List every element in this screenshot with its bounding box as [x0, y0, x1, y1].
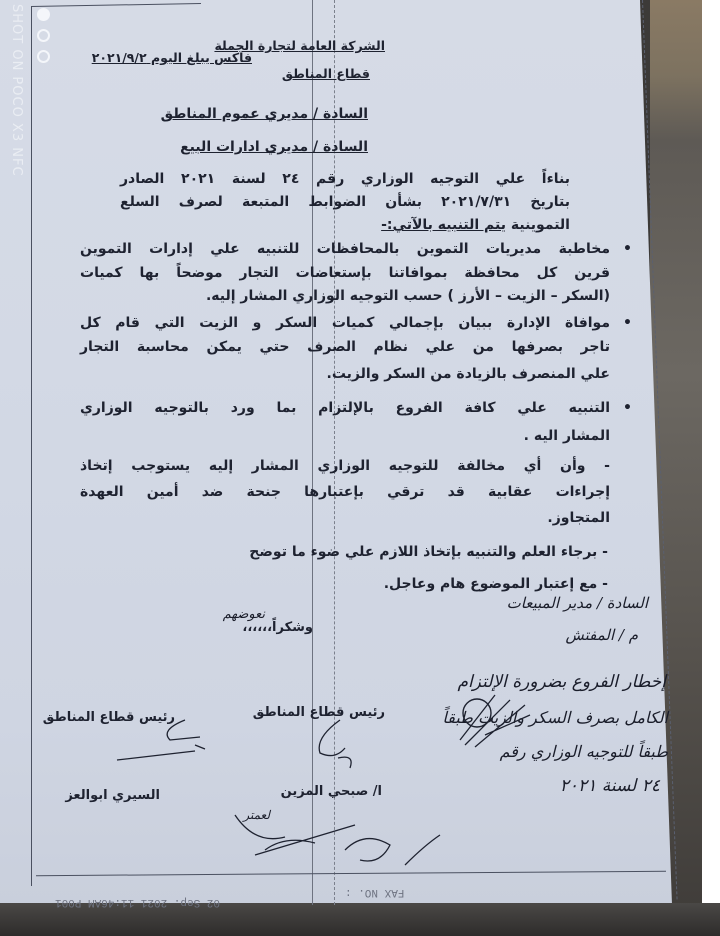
- warning-line-2: إجراءات عقابية قد ترقي بإعتبارها جنحة ضد أمين العهدة: [80, 484, 610, 500]
- bullet-1-line-2: قرين كل محافظة بموافاتنا بإستعاضات التجار موضحاً بها كميات: [80, 265, 610, 281]
- intro-line-1: بناءاً علي التوجيه الوزاري رقم ٢٤ لسنة ٢٠٢١ الصادر: [120, 171, 570, 187]
- dot-icon: [37, 29, 50, 42]
- signature-scribble-icon: [310, 718, 370, 773]
- signature-title-1: رئيس قطاع المناطق: [252, 705, 385, 720]
- bullet-2-line-2: تاجر بصرفها من علي نظام الصرف حتي يمكن محاسبة التجار: [80, 339, 610, 355]
- bullet-3-line-2: المشار اليه .: [523, 428, 610, 444]
- fax-timestamp: 02 Sep. 2021 11:46AM P001: [55, 896, 221, 908]
- signature-name-2: السيري ابوالعز: [65, 788, 160, 803]
- stamp-scribble-icon: [455, 685, 535, 755]
- camera-watermark: SHOT ON POCO X3 NFC: [9, 4, 24, 177]
- fax-note: فاكس يبلغ اليوم ٢٠٢١/٩/٢: [91, 50, 252, 65]
- image-edge: [702, 0, 720, 936]
- signature-name-1: ا/ صبحي المزين: [280, 784, 382, 799]
- bottom-handwriting: لعمتر: [243, 808, 270, 822]
- thanks-text: وشكراً،،،،،،: [242, 620, 313, 635]
- camera-dots: [37, 8, 50, 71]
- intro-line-2: بتاريخ ٢٠٢١/٧/٣١ بشأن الضوابط المتبعة لصرف السلع: [120, 194, 570, 210]
- dot-icon: [37, 8, 50, 21]
- annotation-line-1: السادة / مدير المبيعات: [506, 594, 648, 612]
- closing-line-1: - برجاء العلم والتنبيه بإتخاذ اللازم علي ضوء ما توضح: [249, 544, 608, 560]
- annotation-line-2: م / المفتش: [565, 626, 638, 644]
- annotation-line-3: إخطار الفروع بضرورة الإلتزام: [457, 672, 666, 692]
- annotation-line-4: الكامل بصرف السكر والزيت طبقاً: [442, 708, 668, 727]
- bullet-1-line-1: مخاطبة مديريات التموين بالمحافظات للتنبيه علي إدارات التموين •: [80, 241, 610, 257]
- bullet-2-line-1: موافاة الإدارة ببيان بإجمالي كميات السكر و الزيت التي قام كل •: [80, 315, 610, 331]
- page-border-left: [31, 6, 32, 886]
- bullet-1-line-3: (السكر – الزيت – الأرز ) حسب التوجيه الوزاري المشار إليه.: [205, 288, 610, 304]
- intro-line-3: [381, 217, 570, 233]
- annotation-line-5: طبقاً للتوجيه الوزاري رقم: [499, 742, 668, 761]
- sector-name: قطاع المناطق: [281, 66, 370, 81]
- intro-emphasis: يتم التنبيه بالآتي:-: [381, 217, 506, 233]
- intro-line-3-text: التموينية: [510, 217, 570, 233]
- warning-line-1: - وأن أي مخالفة للتوجيه الوزاري المشار إليه يستوجب إتخاذ: [80, 458, 610, 474]
- signature-title-2: رئيس قطاع المناطق: [42, 710, 175, 725]
- bullet-2-line-3: علي المنصرف بالزيادة من السكر والزيت.: [326, 366, 610, 382]
- annotation-line-6: ٢٤ لسنة ٢٠٢١: [559, 776, 660, 796]
- signature-scribble-icon: [115, 715, 225, 765]
- addressee-1: السادة / مديري عموم المناطق: [160, 106, 368, 122]
- closing-line-2: - مع إعتبار الموضوع هام وعاجل.: [383, 576, 608, 592]
- handwritten-note: نعوضهم: [222, 607, 265, 622]
- dot-icon: [37, 50, 50, 63]
- addressee-2: السادة / مديري ادارات البيع: [180, 139, 368, 155]
- bullet-3-line-1: التنبيه علي كافة الفروع بالإلتزام بما ورد بالتوجيه الوزاري •: [80, 400, 610, 416]
- warning-line-3: المتجاوز.: [547, 510, 610, 526]
- company-name: الشركة العامة لتجارة الجملة: [214, 38, 385, 53]
- fax-number: FAX NO. :: [345, 886, 405, 898]
